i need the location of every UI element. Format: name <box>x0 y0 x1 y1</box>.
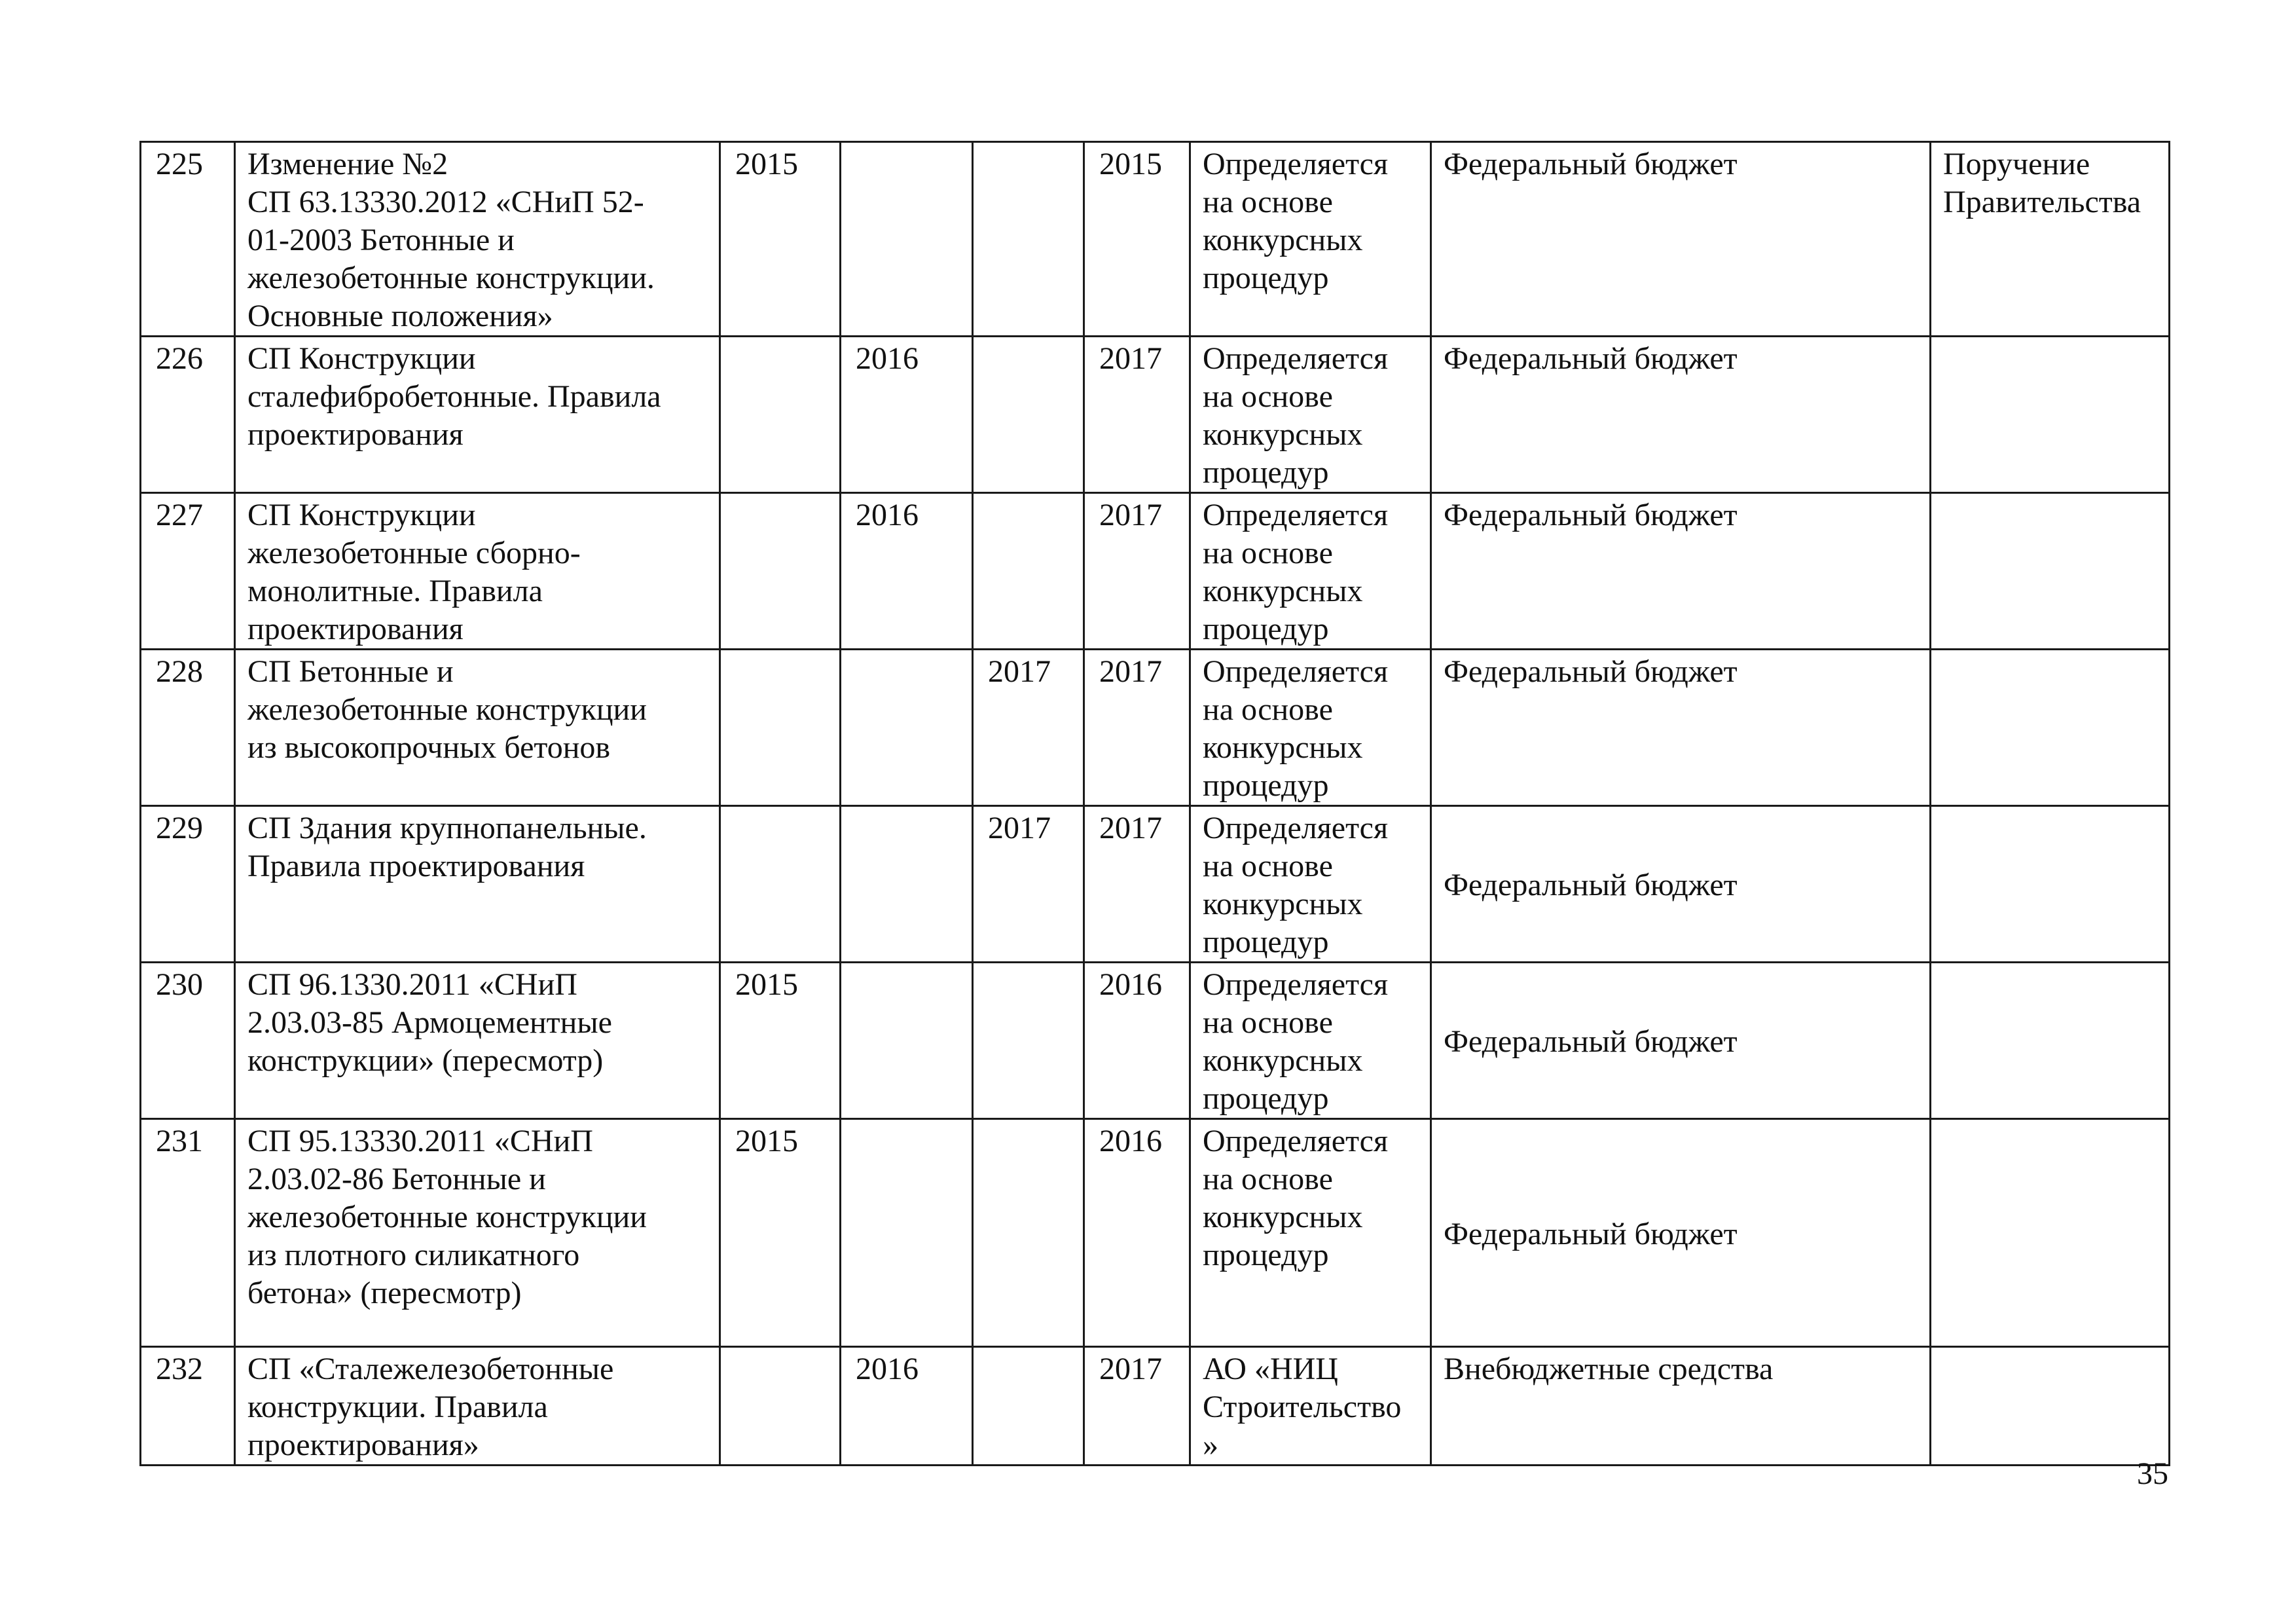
year-col-4: 2015 <box>1084 142 1190 337</box>
year-col-3 <box>973 142 1084 337</box>
basis <box>1931 1347 2170 1466</box>
year-col-1 <box>720 650 841 806</box>
document-name: СП 95.13330.2011 «СНиП 2.03.02-86 Бетонные и железобетонные конструкции из плотного силикатного бетона» (пересмотр) <box>235 1119 720 1347</box>
basis <box>1931 493 2170 650</box>
year-col-2: 2016 <box>841 337 973 493</box>
year-col-2 <box>841 963 973 1119</box>
funding-source: Федеральный бюджет <box>1431 142 1931 337</box>
document-name: СП «Сталежелезобетонные конструкции. Правила проектирования» <box>235 1347 720 1466</box>
funding-source: Федеральный бюджет <box>1431 963 1931 1119</box>
year-col-3 <box>973 493 1084 650</box>
row-number: 232 <box>141 1347 235 1466</box>
row-number: 225 <box>141 142 235 337</box>
document-name: СП Бетонные и железобетонные конструкции из высокопрочных бетонов <box>235 650 720 806</box>
document-name: Изменение №2 СП 63.13330.2012 «СНиП 52- 01-2003 Бетонные и железобетонные конструкции. Основные положения» <box>235 142 720 337</box>
year-col-3 <box>973 963 1084 1119</box>
year-col-4: 2017 <box>1084 1347 1190 1466</box>
basis <box>1931 806 2170 963</box>
table-row <box>141 806 2170 963</box>
table-row <box>141 650 2170 806</box>
row-number: 229 <box>141 806 235 963</box>
table-row <box>141 142 2170 337</box>
year-col-3: 2017 <box>973 806 1084 963</box>
year-col-2: 2016 <box>841 493 973 650</box>
page-number: 35 <box>2137 1456 2168 1491</box>
year-col-2 <box>841 1119 973 1347</box>
year-col-4: 2017 <box>1084 337 1190 493</box>
year-col-1: 2015 <box>720 963 841 1119</box>
executor: Определяется на основе конкурсных процедур <box>1190 806 1431 963</box>
executor: Определяется на основе конкурсных процедур <box>1190 1119 1431 1347</box>
document-name: СП Конструкции железобетонные сборно- монолитные. Правила проектирования <box>235 493 720 650</box>
funding-source: Федеральный бюджет <box>1431 650 1931 806</box>
year-col-4: 2017 <box>1084 650 1190 806</box>
basis: Поручение Правительства <box>1931 142 2170 337</box>
year-col-1 <box>720 806 841 963</box>
year-col-1: 2015 <box>720 142 841 337</box>
document-name: СП Здания крупнопанельные. Правила проектирования <box>235 806 720 963</box>
row-number: 230 <box>141 963 235 1119</box>
funding-source: Федеральный бюджет <box>1431 337 1931 493</box>
row-number: 227 <box>141 493 235 650</box>
table-row <box>141 1347 2170 1466</box>
year-col-2 <box>841 806 973 963</box>
funding-source: Федеральный бюджет <box>1431 1119 1931 1347</box>
basis <box>1931 963 2170 1119</box>
table-row <box>141 1119 2170 1347</box>
basis <box>1931 1119 2170 1347</box>
row-number: 231 <box>141 1119 235 1347</box>
year-col-4: 2017 <box>1084 493 1190 650</box>
table-row <box>141 337 2170 493</box>
year-col-4: 2016 <box>1084 1119 1190 1347</box>
year-col-3 <box>973 1119 1084 1347</box>
executor: Определяется на основе конкурсных процедур <box>1190 963 1431 1119</box>
executor: АО «НИЦ Строительство » <box>1190 1347 1431 1466</box>
basis <box>1931 337 2170 493</box>
row-number: 226 <box>141 337 235 493</box>
executor: Определяется на основе конкурсных процедур <box>1190 142 1431 337</box>
funding-source: Федеральный бюджет <box>1431 493 1931 650</box>
document-name: СП Конструкции сталефибробетонные. Правила проектирования <box>235 337 720 493</box>
year-col-1 <box>720 337 841 493</box>
basis <box>1931 650 2170 806</box>
table-row <box>141 493 2170 650</box>
year-col-2: 2016 <box>841 1347 973 1466</box>
year-col-1 <box>720 493 841 650</box>
table-row <box>141 963 2170 1119</box>
year-col-1 <box>720 1347 841 1466</box>
year-col-2 <box>841 650 973 806</box>
funding-source: Федеральный бюджет <box>1431 806 1931 963</box>
year-col-3: 2017 <box>973 650 1084 806</box>
year-col-3 <box>973 1347 1084 1466</box>
executor: Определяется на основе конкурсных процедур <box>1190 337 1431 493</box>
funding-source: Внебюджетные средства <box>1431 1347 1931 1466</box>
document-name: СП 96.1330.2011 «СНиП 2.03.03-85 Армоцементные конструкции» (пересмотр) <box>235 963 720 1119</box>
year-col-2 <box>841 142 973 337</box>
executor: Определяется на основе конкурсных процедур <box>1190 650 1431 806</box>
executor: Определяется на основе конкурсных процедур <box>1190 493 1431 650</box>
year-col-3 <box>973 337 1084 493</box>
year-col-1: 2015 <box>720 1119 841 1347</box>
year-col-4: 2017 <box>1084 806 1190 963</box>
standards-plan-table <box>139 141 2170 1466</box>
year-col-4: 2016 <box>1084 963 1190 1119</box>
row-number: 228 <box>141 650 235 806</box>
